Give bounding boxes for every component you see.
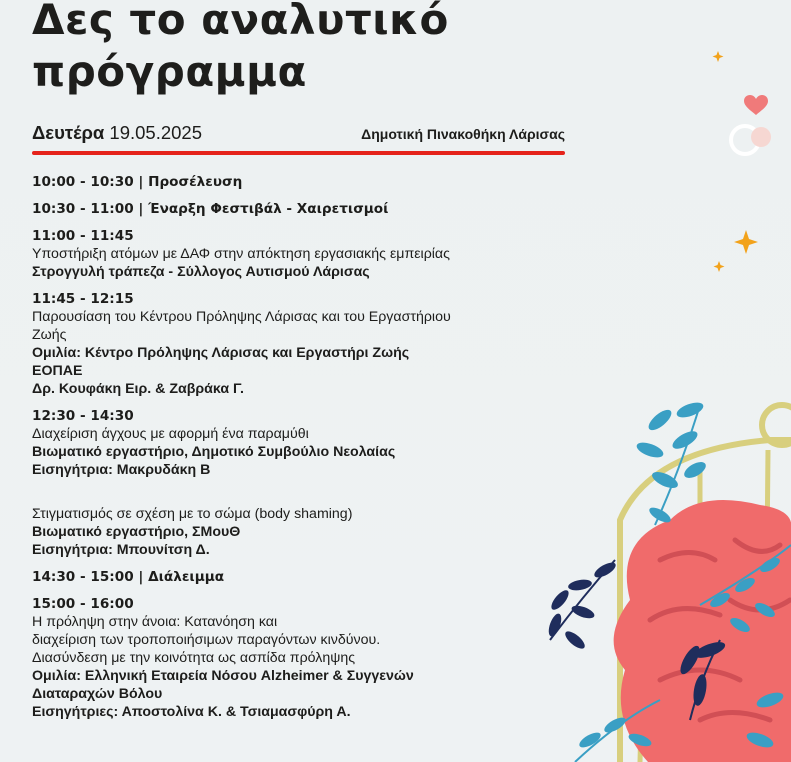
time-slot: 11:45 - 12:15 <box>32 291 134 307</box>
session-speaker: Βιωματικό εργαστήριο, ΣΜουΘ <box>32 524 241 540</box>
session-speaker: ΕΟΠΑΕ <box>32 363 83 379</box>
sparkle-icon <box>713 51 759 272</box>
ring-icon <box>731 126 771 154</box>
session-description: διαχείριση των τροποποιήσιμων παραγόντων κινδύνου. <box>32 632 381 648</box>
session-speaker: Στρογγυλή τράπεζα - Σύλλογος Αυτισμού Λάρισας <box>32 264 370 280</box>
heart-icon <box>744 95 768 115</box>
time-slot: 15:00 - 16:00 <box>32 596 134 612</box>
session-speaker: Διαταραχών Βόλου <box>32 686 163 702</box>
session-description: Διαχείριση άγχους με αφορμή ένα παραμύθι <box>32 426 309 442</box>
session-speaker: Εισηγήτρια: Μπουνίτση Δ. <box>32 542 210 558</box>
session-speaker: Ομιλία: Ελληνική Εταιρεία Νόσου Alzheimer & Συγγενών <box>32 668 414 684</box>
session-speaker: Εισηγήτρια: Μακρυδάκη Β <box>32 462 211 478</box>
time-slot: 14:30 - 15:00 | Διάλειμμα <box>32 569 225 585</box>
time-slot: 11:00 - 11:45 <box>32 228 134 244</box>
session-description: Παρουσίαση του Κέντρου Πρόληψης Λάρισας και του Εργαστήριου <box>32 309 451 325</box>
day-name: Δευτέρα <box>32 122 105 143</box>
session-description: Ζωής <box>32 327 67 343</box>
title-line-1: Δες το αναλυτικό <box>32 0 449 44</box>
venue: Δημοτική Πινακοθήκη Λάρισας <box>361 126 565 142</box>
time-slot: 10:00 - 10:30 | Προσέλευση <box>32 174 243 190</box>
session-description: Διασύνδεση με την κοινότητα ως ασπίδα πρόληψης <box>32 650 356 666</box>
title-line-2: πρόγραμμα <box>32 47 307 96</box>
time-slot: 10:30 - 11:00 | Έναρξη Φεστιβάλ - Χαιρετισμοί <box>32 201 389 217</box>
session-speaker: Δρ. Κουφάκη Ειρ. & Ζαβράκα Γ. <box>32 381 244 397</box>
session-description: Υποστήριξη ατόμων με ΔΑΦ στην απόκτηση εργασιακής εμπειρίας <box>32 246 450 262</box>
day-date: 19.05.2025 <box>109 122 202 143</box>
session-speaker: Εισηγήτριες: Αποστολίνα Κ. & Τσιαμασφύρη Α. <box>32 704 351 720</box>
session-description: Η πρόληψη στην άνοια: Κατανόηση και <box>32 614 278 630</box>
session-speaker: Ομιλία: Κέντρο Πρόληψης Λάρισας και Εργαστήρι Ζωής <box>32 345 410 361</box>
session-speaker: Βιωματικό εργαστήριο, Δημοτικό Συμβούλιο Νεολαίας <box>32 444 396 460</box>
session-description: Στιγματισμός σε σχέση με το σώμα (body shaming) <box>32 506 353 522</box>
brain-in-cage-illustration <box>546 400 791 762</box>
time-slot: 12:30 - 14:30 <box>32 408 134 424</box>
